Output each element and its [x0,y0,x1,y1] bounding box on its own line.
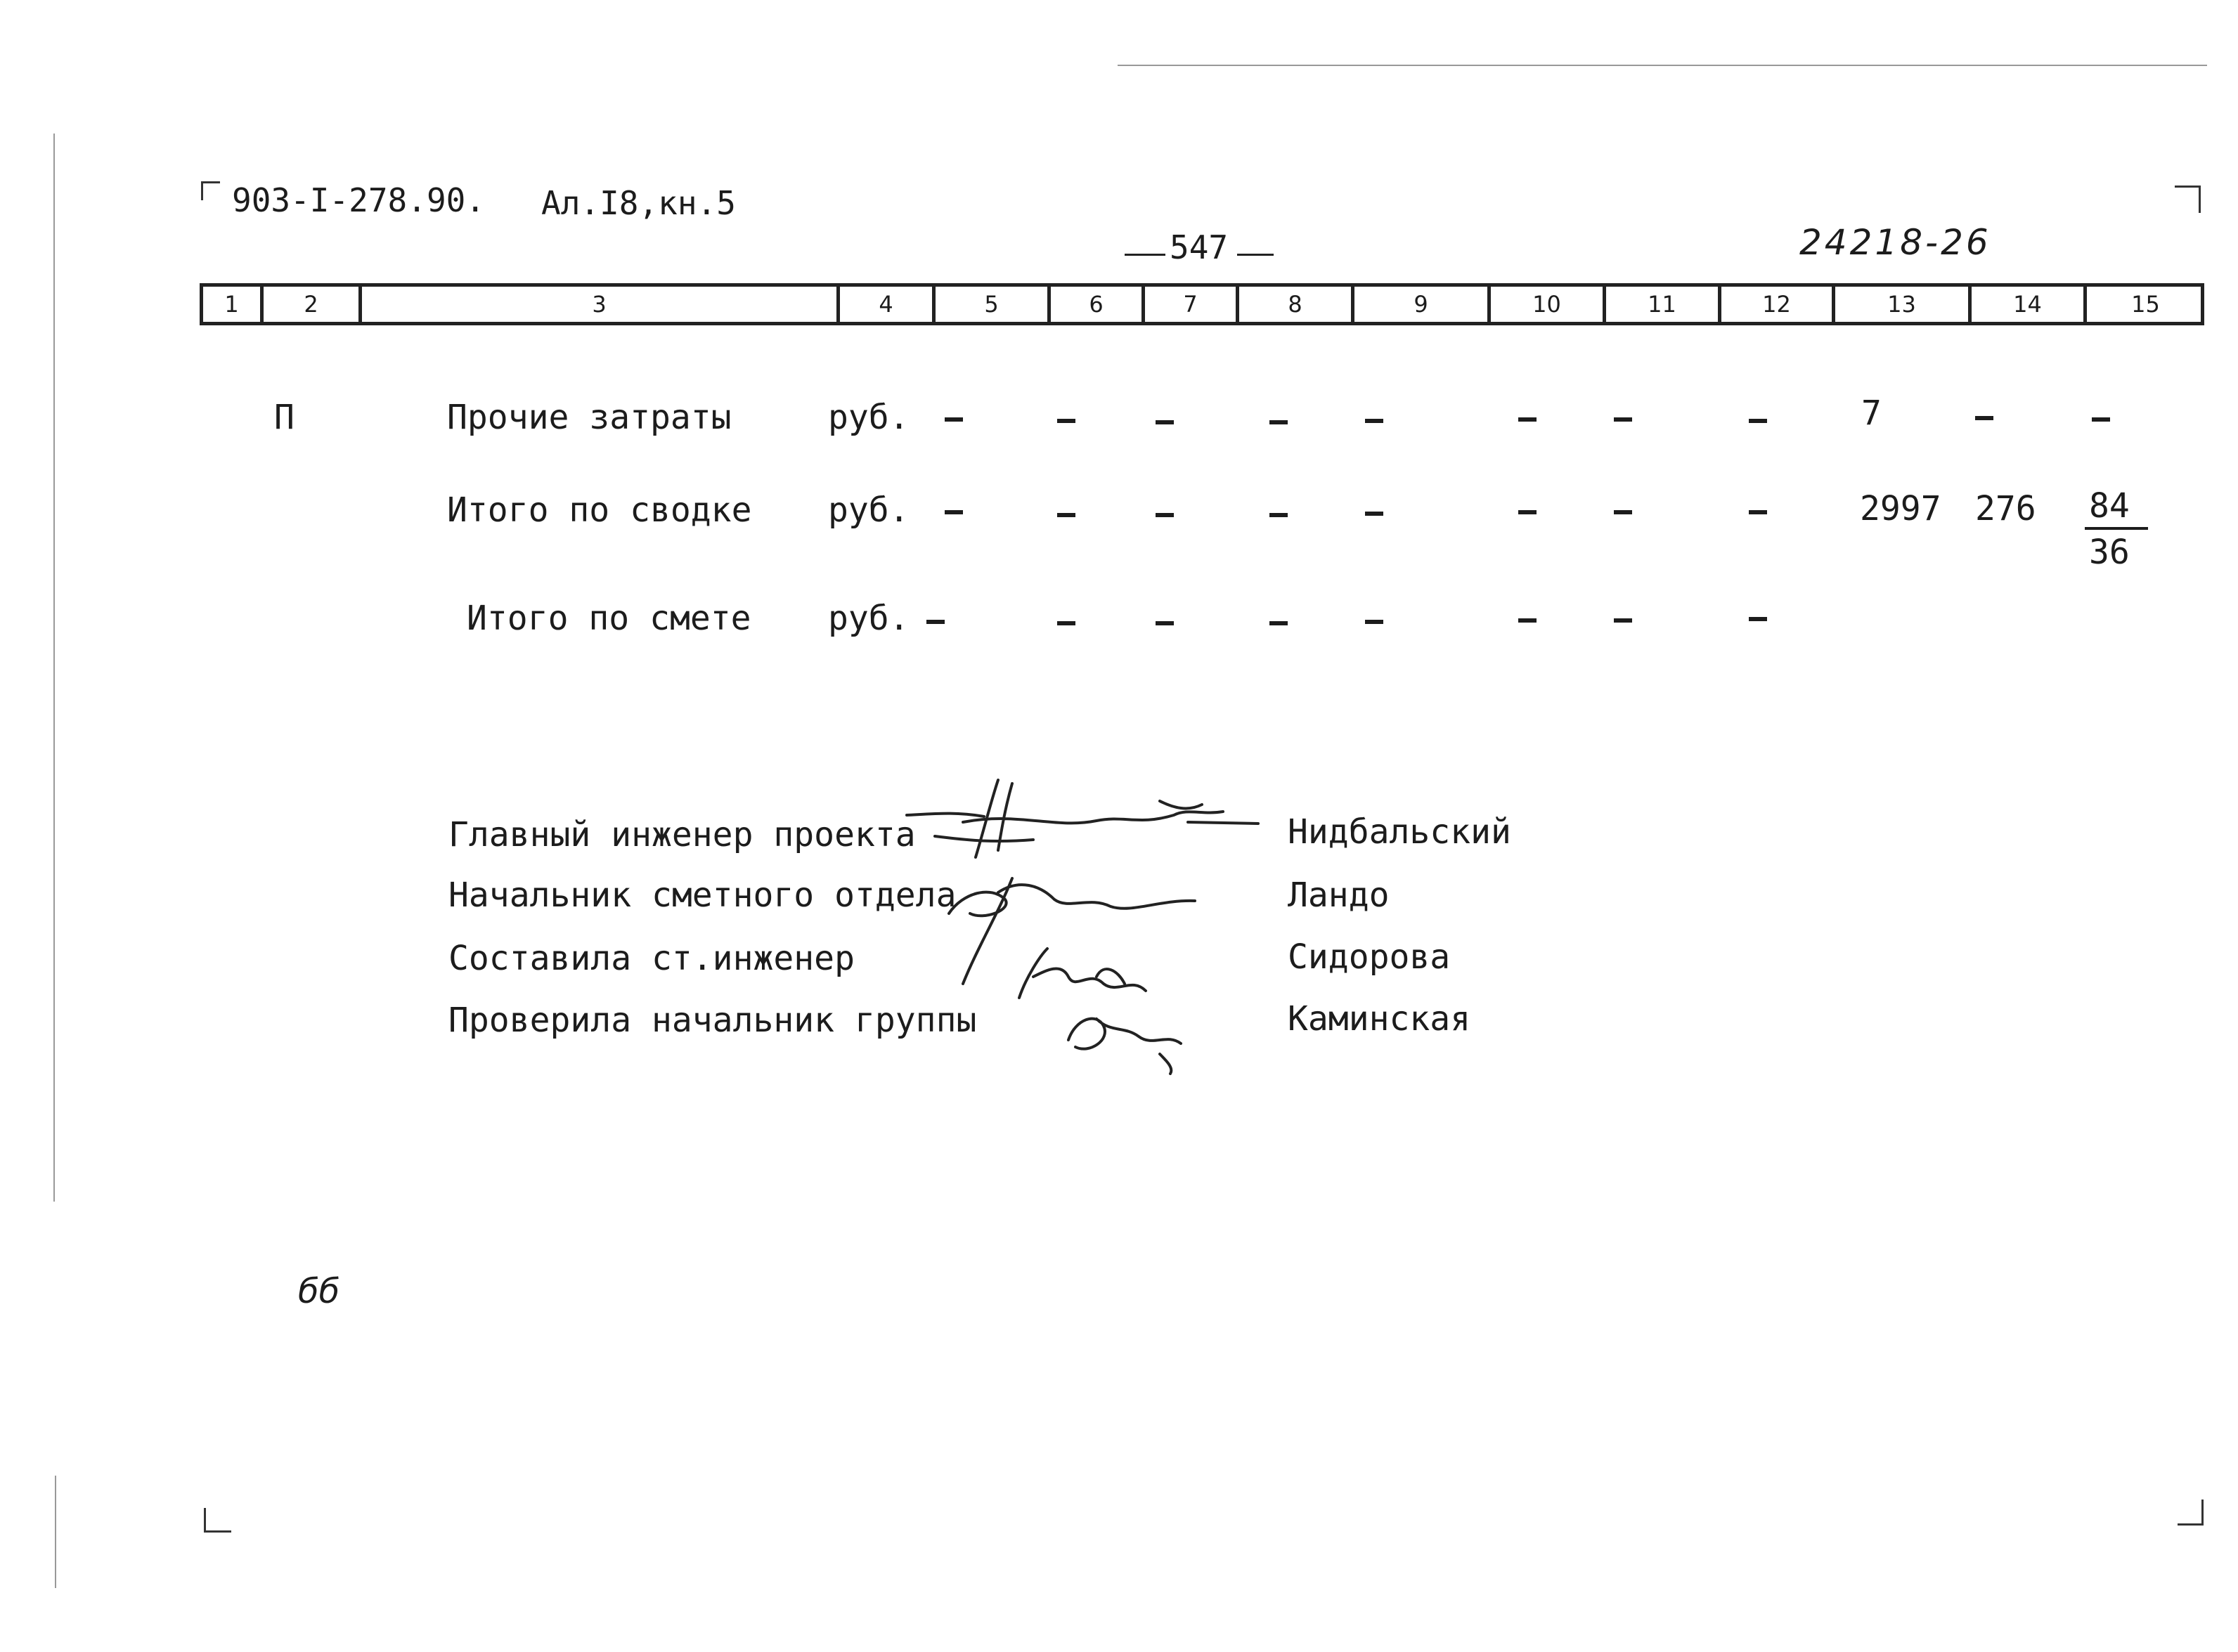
dash-cell [945,417,963,422]
dash-cell [945,510,963,514]
signature-name-chief-engineer: Нидбальский [1288,812,1511,852]
row-unit-other-costs: руб. [828,398,910,437]
signature-role-senior-engineer: Составила ст.инженер [448,939,855,978]
column-header-10: 10 [1487,287,1603,322]
doc-code: 903-I-278.90. [232,181,486,219]
row-unit-total-summary: руб. [828,490,910,530]
column-header-15: 15 [2083,287,2204,322]
column-header-3: 3 [358,287,836,322]
signature-name-senior-engineer: Сидорова [1288,937,1451,977]
column-header-8: 8 [1236,287,1351,322]
dash-cell [1749,617,1767,621]
scan-artifact-left-bottom [55,1476,56,1588]
column-header-13: 13 [1832,287,1968,322]
dash-cell [1365,620,1383,624]
row-total-summary-col13: 2997 [1860,489,1941,528]
column-header-12: 12 [1718,287,1832,322]
dash-cell [2092,417,2110,422]
column-header-2: 2 [260,287,358,322]
dash-cell [1975,416,1993,420]
signature-name-estimate-head: Ландо [1288,876,1390,915]
column-header-table [200,283,2204,325]
scan-artifact-left [53,134,55,1202]
row-total-summary-col15-top: 84 [2089,486,2130,526]
dash-cell [1518,510,1537,514]
handwritten-signature-chief-engineer [893,773,1265,864]
footer-handwritten-mark: бб [298,1272,340,1311]
column-header-6: 6 [1047,287,1141,322]
row-unit-total-estimate: руб. [828,599,910,638]
album-reference: Ал.I8,кн.5 [541,184,736,222]
corner-mark-top-right [2175,186,2201,213]
column-header-11: 11 [1603,287,1718,322]
row-other-costs-col13: 7 [1861,394,1882,433]
dash-cell [1057,513,1075,517]
column-header-4: 4 [836,287,932,322]
inventory-number: 24218-26 [1799,222,1991,263]
dash-cell [1518,618,1537,623]
row-section-code: П [274,398,295,437]
dash-cell [1156,621,1174,625]
dash-cell [1749,510,1767,514]
row-label-total-estimate: Итого по смете [467,599,751,638]
dash-cell [1749,419,1767,423]
signature-role-group-head: Проверила начальник группы [448,1001,977,1040]
dash-cell [1518,417,1537,422]
page-number: 547 [1170,228,1229,266]
dash-cell [1057,419,1075,423]
row-label-total-summary: Итого по сводке [447,490,752,530]
corner-mark-bottom-left [204,1508,231,1533]
dash-cell [1057,621,1075,625]
dash-cell [1269,513,1288,517]
row-total-summary-col14: 276 [1975,489,2036,528]
page-number-dash-left [1125,254,1165,256]
dash-cell [1269,621,1288,625]
dash-cell [926,620,945,624]
signature-role-estimate-head: Начальник сметного отдела [448,876,957,915]
column-header-5: 5 [932,287,1047,322]
row-label-other-costs: Прочие затраты [447,398,732,437]
signature-role-chief-engineer: Главный инженер проекта [448,815,916,854]
column-header-1: 1 [200,287,260,322]
page-number-dash-right [1237,254,1274,256]
handwritten-signature-group-head [1054,991,1188,1075]
signature-name-group-head: Каминская [1288,999,1471,1039]
dash-cell [1614,417,1632,422]
dash-cell [1365,512,1383,516]
row-total-summary-col15-bottom: 36 [2089,533,2130,572]
dash-cell [1614,618,1632,623]
dash-cell [1156,513,1174,517]
dash-cell [1269,420,1288,424]
scan-artifact-top [1118,65,2207,66]
column-header-14: 14 [1968,287,2083,322]
column-header-9: 9 [1351,287,1487,322]
dash-cell [1156,420,1174,424]
corner-mark-top-left [201,181,220,200]
dash-cell [1614,510,1632,514]
page-number-block [1125,228,1279,264]
column-header-7: 7 [1141,287,1236,322]
corner-mark-bottom-right [2178,1500,2204,1526]
column-header-end [2201,287,2204,322]
dash-cell [1365,419,1383,423]
fraction-bar [2085,527,2148,530]
